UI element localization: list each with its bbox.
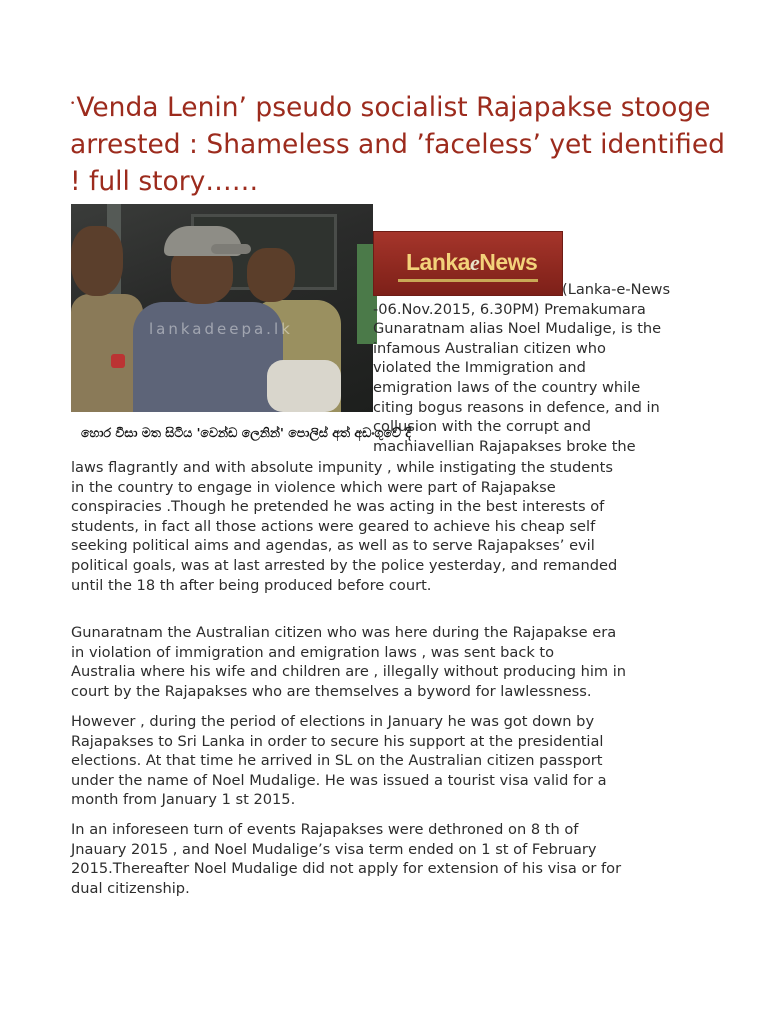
paragraph-line: In an inforeseen turn of events Rajapakses were dethroned on 8 th of xyxy=(71,821,579,838)
lead-line: Gunaratnam alias Noel Mudalige, is the xyxy=(373,320,662,338)
paragraph-line: However , during the period of elections in January he was got down by xyxy=(71,713,595,730)
lead-line: students, in fact all those actions were geared to achieve his cheap self xyxy=(71,517,596,535)
article-title-text: Venda Lenin’ pseudo socialist Rajapakse stooge arrested : Shameless and ’faceless’ yet identified ! full story…… xyxy=(70,92,725,197)
paragraph-line: in violation of immigration and emigration laws , was sent back to xyxy=(71,643,555,661)
lead-line: until the 18 th after being produced before court. xyxy=(71,576,432,594)
lead-line: -06.Nov.2015, 6.30PM) Premakumara xyxy=(373,300,646,318)
paragraph-line: dual citizenship. xyxy=(71,879,190,897)
lead-line: emigration laws of the country while xyxy=(373,379,641,396)
paragraph-line: under the name of Noel Mudalige. He was issued a tourist visa valid for a xyxy=(71,771,607,789)
photo-caption xyxy=(71,412,411,456)
paragraph-line: Rajapakses to Sri Lanka in order to secure his support at the presidential xyxy=(71,732,604,750)
lanka-e-news-logo xyxy=(373,231,563,296)
paragraph-line: Australia where his wife and children are , illegally without producing him in xyxy=(71,663,627,681)
lead-line: infamous Australian citizen who xyxy=(373,339,606,357)
paragraph-line: Jnauary 2015 , and Noel Mudalige’s visa term ended on 1 st of February xyxy=(71,840,597,858)
lead-line: machiavellian Rajapakses broke the xyxy=(373,437,636,455)
article-title xyxy=(70,86,730,200)
paragraph-line: elections. At that time he arrived in SL on the Australian citizen passport xyxy=(71,752,603,770)
lead-line: conspiracies .Though he pretended he was acting in the best interests of xyxy=(71,498,605,516)
arrest-photo xyxy=(71,204,373,412)
lead-line: in the country to engage in violence which were part of Rajapakse xyxy=(71,478,556,496)
lead-line: seeking political aims and agendas, as well as to serve Rajapakses’ evil xyxy=(71,537,595,555)
lead-line: collusion with the corrupt and xyxy=(373,418,592,436)
photo-watermark: lankadeepa.lk xyxy=(149,320,293,338)
paragraph-line: court by the Rajapakses who are themselves a byword for lawlessness. xyxy=(71,682,592,700)
lead-line: violated the Immigration and xyxy=(373,359,586,377)
lead-line: political goals, was at last arrested by the police yesterday, and remanded xyxy=(71,557,618,574)
lead-line: citing bogus reasons in defence, and in xyxy=(373,398,660,416)
logo-wordmark: LankaeNews xyxy=(406,249,538,275)
paragraph-line: 2015.Thereafter Noel Mudalige did not apply for extension of his visa or for xyxy=(71,860,622,878)
paragraph-line: month from January 1 st 2015. xyxy=(71,791,296,809)
paragraph-line: Gunaratnam the Australian citizen who was here during the Rajapakse era xyxy=(71,624,617,641)
title-bullet: • xyxy=(70,99,76,109)
lead-line: (Lanka-e-News xyxy=(562,281,671,298)
photo-caption-text: හොර වීසා මත සිටිය 'වෙන්ඩ ලෙනින්' පොලිස් අත් අඩංගුවේ දී xyxy=(81,425,411,440)
lead-line: laws flagrantly and with absolute impunity , while instigating the students xyxy=(71,459,613,476)
